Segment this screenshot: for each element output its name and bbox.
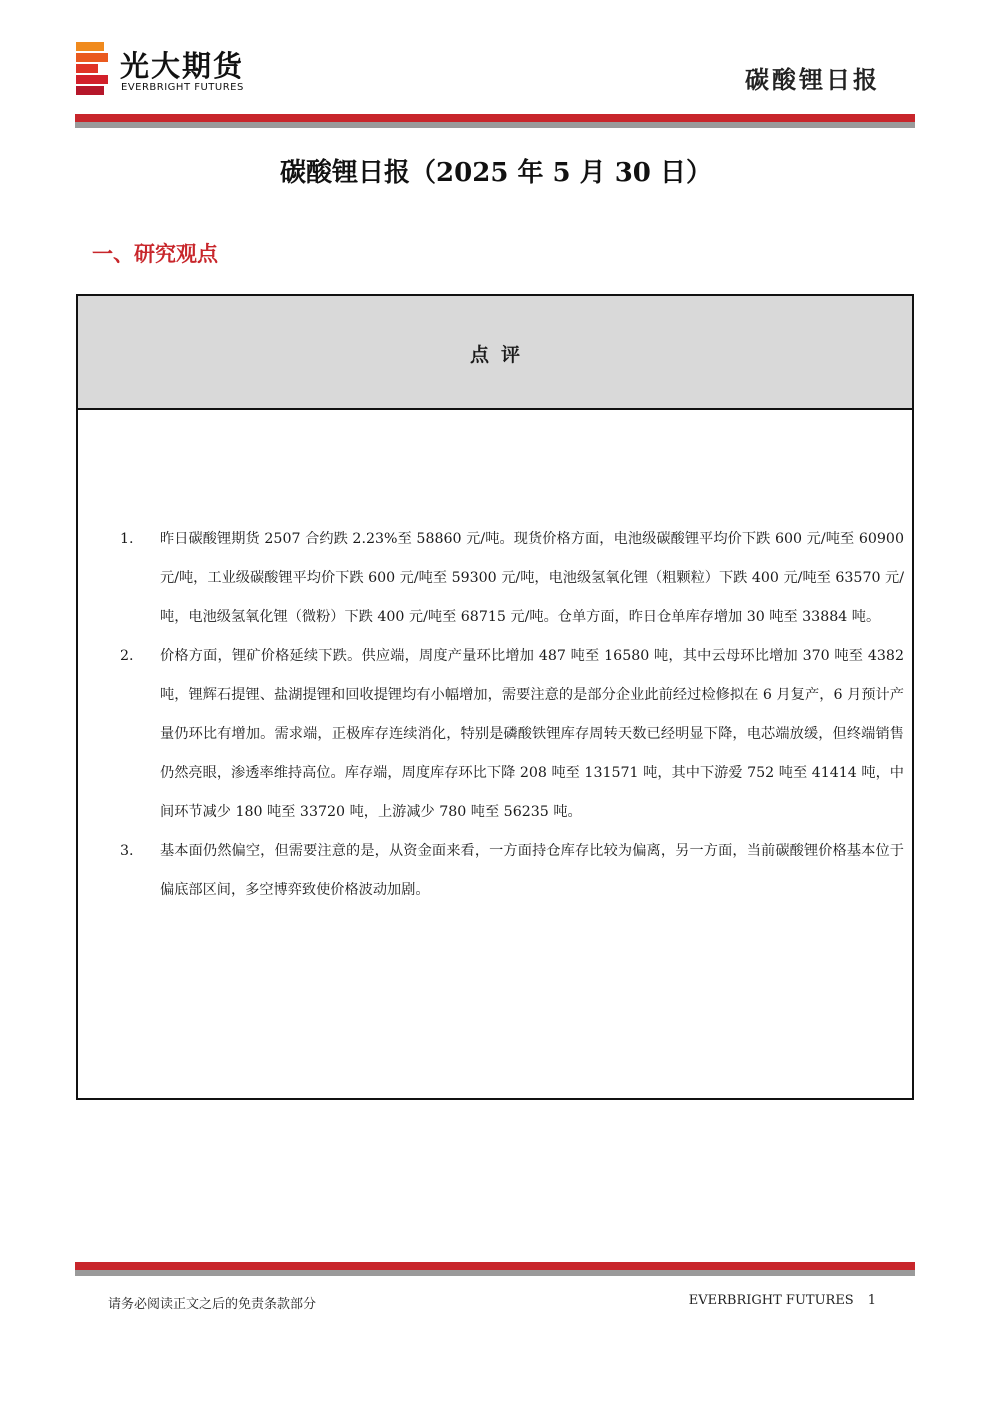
list-item-text: 基本面仍然偏空，但需要注意的是，从资金面来看，一方面持仓库存比较为偏离，另一方面，当前碳酸锂价格基本位于偏底部区间，多空博弈致使价格波动加剧。	[160, 843, 904, 898]
footer-right	[689, 1293, 876, 1308]
page-number: 1	[867, 1293, 876, 1308]
list-item-number: 2.	[120, 648, 134, 664]
footer-disclaimer: 请务必阅读正文之后的免责条款部分	[108, 1297, 317, 1312]
list-item	[120, 637, 904, 832]
comment-box	[76, 294, 914, 1100]
research-points-list	[120, 520, 904, 910]
report-name: 碳酸锂日报	[745, 66, 880, 94]
footer-company: EVERBRIGHT FUTURES	[688, 1293, 854, 1308]
everbright-logo	[76, 42, 296, 100]
footer-divider	[75, 1262, 915, 1276]
section-heading: 一、研究观点	[92, 241, 218, 266]
logo-chinese-name: 光大期货	[120, 49, 245, 83]
header-divider	[75, 114, 915, 128]
list-item	[120, 520, 904, 637]
document-title: 碳酸锂日报（2025 年 5 月 30 日）	[280, 158, 712, 188]
everbright-logo-mark-icon	[76, 42, 110, 98]
list-item-number: 1.	[120, 531, 134, 547]
list-item-number: 3.	[120, 843, 134, 859]
logo-english-name: EVERBRIGHT FUTURES	[121, 82, 244, 93]
list-item-text: 昨日碳酸锂期货 2507 合约跌 2.23%至 58860 元/吨。现货价格方面，电池级碳酸锂平均价下跌 600 元/吨至 60900 元/吨，工业级碳酸锂平均价下跌 600 元/吨至 59300 元/吨，电池级氢氧化锂（粗颗粒）下跌 400 元/吨至 63570 元/吨，电池级氢氧化锂（微粉）下跌 400 元/吨至 68715 元/吨。仓单方面，昨日仓单库存增加 30 吨至 33884 吨。	[160, 531, 904, 625]
list-item-text: 价格方面，锂矿价格延续下跌。供应端，周度产量环比增加 487 吨至 16580 吨，其中云母环比增加 370 吨至 4382 吨，锂辉石提锂、盐湖提锂和回收提锂均有小幅增加，需要注意的是部分企业此前经过检修拟在 6 月复产，6 月预计产量仍环比有增加。需求端，正极库存连续消化，特别是磷酸铁锂库存周转天数已经明显下降，电芯端放缓，但终端销售仍然亮眼，渗透率维持高位。库存端，周度库存环比下降 208 吨至 131571 吨，其中下游爱 752 吨至 41414 吨，中间环节减少 180 吨至 33720 吨，上游减少 780 吨至 56235 吨。	[160, 648, 904, 820]
list-item	[120, 832, 904, 910]
comment-box-header	[78, 296, 912, 410]
comment-box-label: 点评	[469, 344, 532, 366]
